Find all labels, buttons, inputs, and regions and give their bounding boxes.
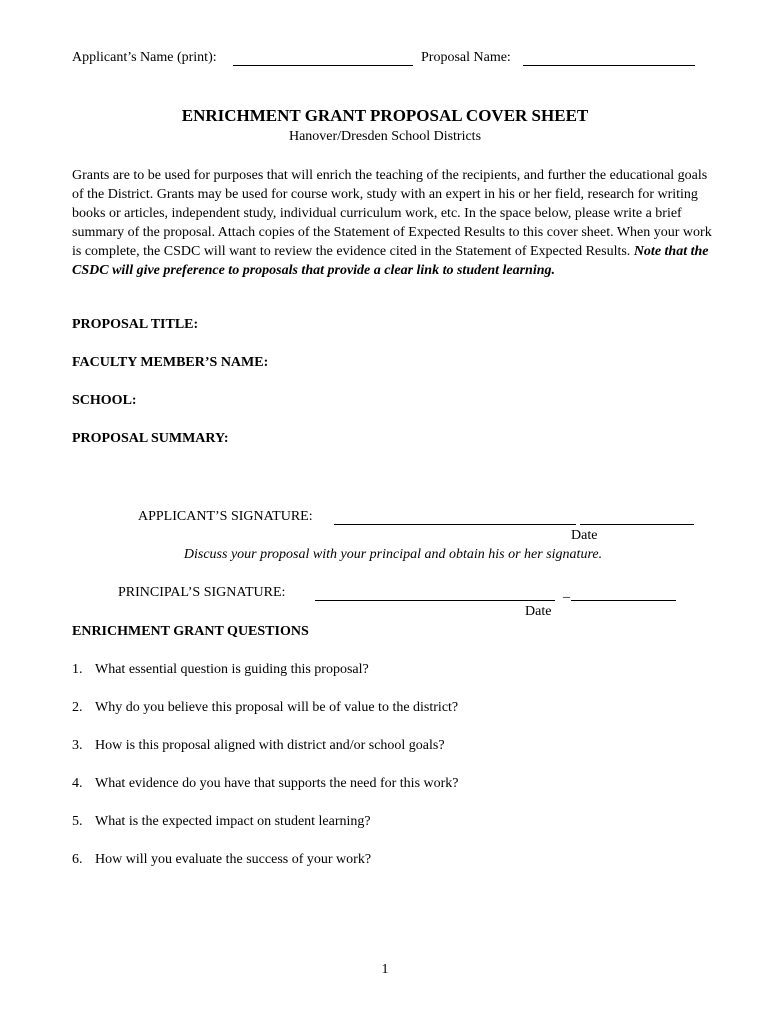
applicant-name-label: Applicant’s Name (print): bbox=[72, 50, 217, 65]
document-subtitle: Hanover/Dresden School Districts bbox=[288, 129, 482, 144]
page-number: 1 bbox=[381, 962, 389, 977]
question-text: What is the expected impact on student learning? bbox=[95, 814, 371, 829]
question-text: What essential question is guiding this proposal? bbox=[95, 662, 369, 677]
question-number: 5. bbox=[72, 814, 83, 829]
applicant-signature-label: APPLICANT’S SIGNATURE: bbox=[138, 509, 313, 524]
principal-date-field[interactable] bbox=[571, 600, 676, 601]
question-number: 3. bbox=[72, 738, 83, 753]
applicant-signature-field[interactable] bbox=[334, 524, 576, 525]
question-item bbox=[72, 776, 459, 792]
principal-date-dash: _ bbox=[563, 585, 570, 600]
applicant-date-field[interactable] bbox=[580, 524, 694, 525]
proposal-name-label: Proposal Name: bbox=[421, 50, 511, 65]
proposal-summary-label: PROPOSAL SUMMARY: bbox=[72, 431, 229, 446]
intro-emphasis: Note that the CSDC will give preference to proposals that provide a clear link to student learning. bbox=[72, 244, 709, 278]
proposal-name-field[interactable] bbox=[523, 65, 695, 66]
question-item bbox=[72, 852, 371, 868]
intro-text: Grants are to be used for purposes that will enrich the teaching of the recipients, and further the educational goals of the District. Grants may be used for course work, study with an expert in his or her field, research for writing books or articles, independent study, individual curriculum work, etc. In the space below, please write a brief summary of the proposal. Attach copies of the Statement of Expected Results to this cover sheet. When your work is complete, the CSDC will want to review the evidence cited in the Statement of Expected Results. bbox=[72, 168, 712, 259]
question-item bbox=[72, 700, 458, 716]
principal-signature-label: PRINCIPAL’S SIGNATURE: bbox=[118, 585, 286, 600]
proposal-title-label: PROPOSAL TITLE: bbox=[72, 317, 199, 332]
principal-instruction: Discuss your proposal with your principal and obtain his or her signature. bbox=[183, 547, 603, 562]
principal-signature-field[interactable] bbox=[315, 600, 555, 601]
question-number: 6. bbox=[72, 852, 83, 867]
intro-paragraph bbox=[72, 166, 712, 280]
question-item bbox=[72, 662, 369, 678]
question-item bbox=[72, 814, 371, 830]
school-label: SCHOOL: bbox=[72, 393, 137, 408]
question-item bbox=[72, 738, 445, 754]
question-text: What evidence do you have that supports the need for this work? bbox=[95, 776, 459, 791]
applicant-name-field[interactable] bbox=[233, 65, 413, 66]
question-number: 1. bbox=[72, 662, 83, 677]
question-text: How is this proposal aligned with district and/or school goals? bbox=[95, 738, 445, 753]
question-number: 2. bbox=[72, 700, 83, 715]
applicant-date-label: Date bbox=[571, 528, 598, 543]
principal-date-label: Date bbox=[525, 604, 552, 619]
question-text: Why do you believe this proposal will be of value to the district? bbox=[95, 700, 459, 715]
question-number: 4. bbox=[72, 776, 83, 791]
faculty-name-label: FACULTY MEMBER’S NAME: bbox=[72, 355, 269, 370]
question-text: How will you evaluate the success of your work? bbox=[95, 852, 372, 867]
document-title: ENRICHMENT GRANT PROPOSAL COVER SHEET bbox=[181, 106, 589, 125]
questions-heading: ENRICHMENT GRANT QUESTIONS bbox=[72, 624, 309, 639]
